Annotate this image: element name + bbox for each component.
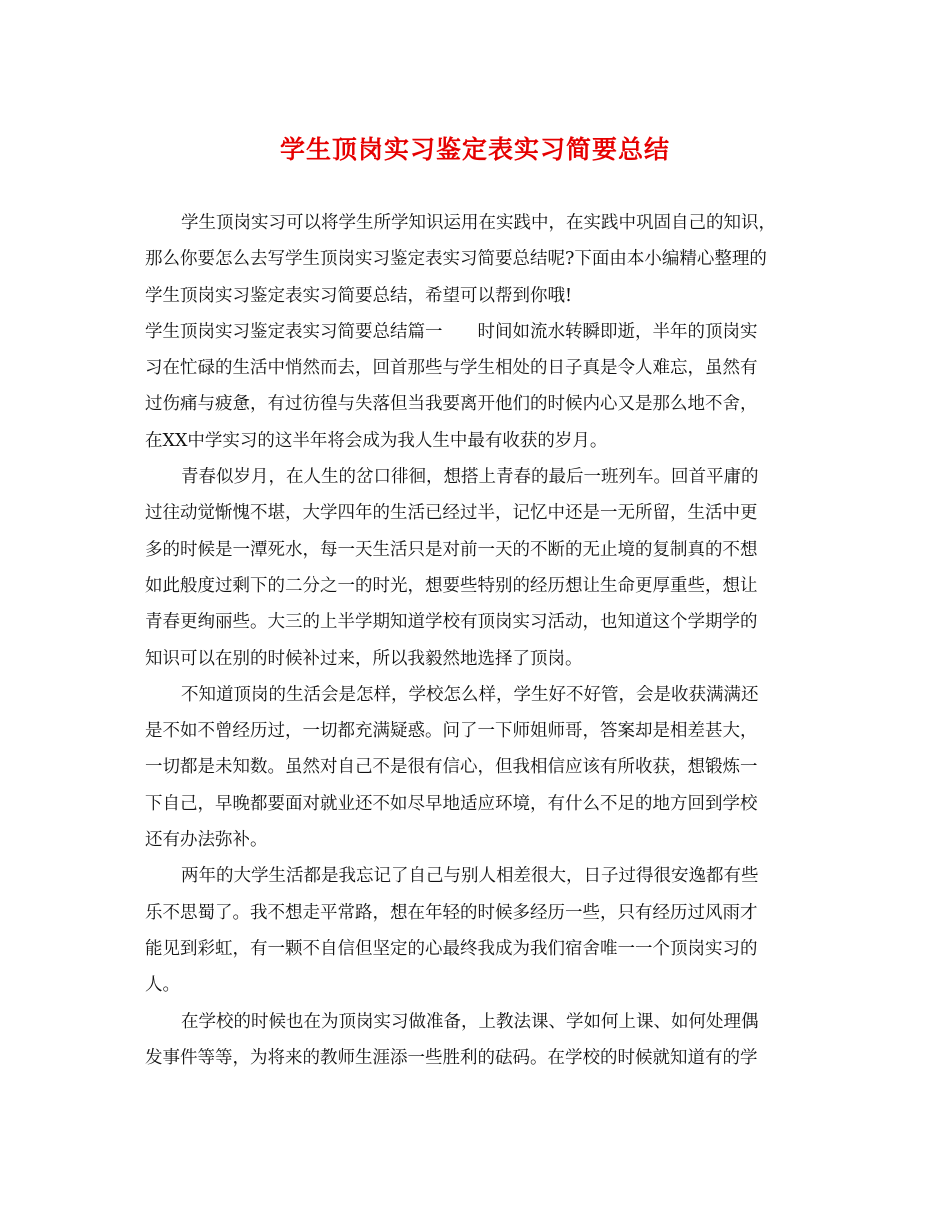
text-line: 知识可以在别的时候补过来，所以我毅然地选择了顶岗。 bbox=[145, 648, 583, 669]
text-line: 过往动觉惭愧不堪，大学四年的生活已经过半，记忆中还是一无所留，生活中更 bbox=[145, 503, 758, 524]
text-line: 青春更绚丽些。大三的上半学期知道学校有顶岗实习活动，也知道这个学期学的 bbox=[145, 612, 758, 633]
text-line: 学生顶岗实习鉴定表实习简要总结篇一 时间如流水转瞬即逝，半年的顶岗实 bbox=[145, 321, 758, 342]
text-line: 学生顶岗实习鉴定表实习简要总结，希望可以帮到你哦! bbox=[145, 285, 573, 306]
text-line: 在XX中学实习的这半年将会成为我人生中最有收获的岁月。 bbox=[145, 430, 608, 451]
text-line: 发事件等等，为将来的教师生涯添一些胜利的砝码。在学校的时候就知道有的学 bbox=[145, 1047, 758, 1068]
text-line: 能见到彩虹，有一颗不自信但坚定的心最终我成为我们宿舍唯一一个顶岗实习的 bbox=[145, 938, 758, 959]
body-text bbox=[145, 205, 810, 1076]
text-line: 两年的大学生活都是我忘记了自己与别人相差很大，日子过得很安逸都有些 bbox=[181, 866, 759, 887]
text-line: 不知道顶岗的生活会是怎样，学校怎么样，学生好不好管，会是收获满满还 bbox=[181, 684, 759, 705]
text-line: 人。 bbox=[145, 975, 180, 996]
page-title: 学生顶岗实习鉴定表实习简要总结 bbox=[279, 135, 670, 164]
text-line: 多的时候是一潭死水，每一天生活只是对前一天的不断的无止境的复制真的不想 bbox=[145, 539, 758, 560]
text-line: 过伤痛与疲惫，有过彷徨与失落但当我要离开他们的时候内心又是那么地不舍， bbox=[145, 394, 758, 415]
text-line: 习在忙碌的生活中悄然而去，回首那些与学生相处的日子真是令人难忘，虽然有 bbox=[145, 358, 758, 379]
text-line: 还有办法弥补。 bbox=[145, 830, 268, 851]
text-line: 学生顶岗实习可以将学生所学知识运用在实践中，在实践中巩固自己的知识， bbox=[181, 213, 776, 233]
text-line: 在学校的时候也在为顶岗实习做准备，上教法课、学如何上课、如何处理偶 bbox=[181, 1011, 759, 1032]
text-line: 那么你要怎么去写学生顶岗实习鉴定表实习简要总结呢?下面由本小编精心整理的 bbox=[145, 249, 767, 270]
text-line: 乐不思蜀了。我不想走平常路，想在年轻的时候多经历一些，只有经历过风雨才 bbox=[145, 902, 758, 923]
text-line: 是不如不曾经历过，一切都充满疑惑。问了一下师姐师哥，答案却是相差甚大， bbox=[145, 721, 758, 742]
text-line: 下自己，早晚都要面对就业还不如尽早地适应环境，有什么不足的地方回到学校 bbox=[145, 793, 758, 814]
text-line: 一切都是未知数。虽然对自己不是很有信心，但我相信应该有所收获，想锻炼一 bbox=[145, 757, 758, 778]
text-line: 如此般度过剩下的二分之一的时光，想要些特别的经历想让生命更厚重些，想让 bbox=[145, 575, 758, 596]
text-line: 青春似岁月，在人生的岔口徘徊，想搭上青春的最后一班列车。回首平庸的 bbox=[181, 467, 759, 488]
